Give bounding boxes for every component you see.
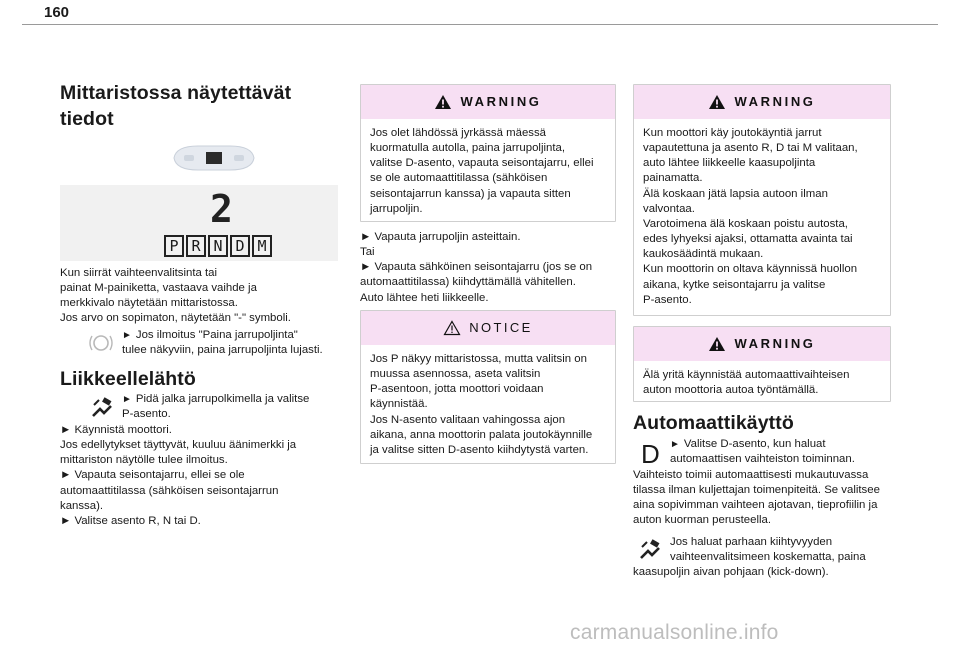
gear-indicator-row xyxy=(164,235,272,257)
text-line: automaattitilassa) kiihdyttämällä vähitellen. xyxy=(360,276,576,289)
text-line: Jos ilmoitus "Paina jarrupoljinta" xyxy=(135,329,298,341)
text-line: aikana, anna moottorin palata joutokäynnille xyxy=(370,428,593,441)
auto-section xyxy=(633,410,903,436)
gear-d: D xyxy=(230,235,250,257)
warning-triangle-icon xyxy=(708,94,726,110)
text-line: Varotoimena älä koskaan poistu autosta, xyxy=(643,217,848,230)
text-line: vaihteenvalitsimeen koskematta, paina xyxy=(670,551,866,564)
auto-description xyxy=(633,468,905,529)
text-line: valitse D-asento, vapauta seisontajarru, ellei xyxy=(370,157,594,170)
warning-header xyxy=(634,327,890,361)
text-line: ► Valitse asento R, N tai D. xyxy=(60,514,201,527)
text-line: seisontajarrun kanssa) ja vapauta sitten xyxy=(370,187,571,200)
arrow-icon: ► xyxy=(122,330,132,341)
column-1 xyxy=(60,80,345,133)
gear-r: R xyxy=(186,235,206,257)
text-line: ► Vapauta seisontajarru, ellei se ole xyxy=(60,469,245,482)
notice-triangle-icon xyxy=(443,320,461,336)
gear-display-illustration xyxy=(60,185,338,261)
warning-header xyxy=(361,85,615,119)
notice-box xyxy=(360,310,616,464)
header-rule xyxy=(22,24,938,25)
text-line: aikana, kytke seisontajarru ja valitse xyxy=(643,278,826,291)
text-line: edes lyhyeksi ajaksi, ottamatta avainta tai xyxy=(643,233,853,246)
text-line: Pidä jalka jarrupolkimella ja valitse xyxy=(135,393,310,405)
text-line: Älä yritä käynnistää automaattivaihteisen xyxy=(643,369,850,381)
text-line: Kun siirrät vaihteenvalitsinta tai xyxy=(60,267,218,279)
current-gear: 2 xyxy=(210,187,233,231)
text-line: vapautettuna ja asento R, D tai M valitaan, xyxy=(643,142,858,155)
text-line: ► Käynnistä moottori. xyxy=(60,424,172,436)
d-mode-icon: D xyxy=(641,439,660,469)
text-line: jarrupoljin. xyxy=(370,202,423,215)
release-steps xyxy=(360,230,618,306)
text-line: Jos haluat parhaan kiihtyvyyden xyxy=(670,536,833,548)
text-line: ja valitse sitten D-asento kiihdytystä varten. xyxy=(370,443,589,456)
text-line: aina sopivimman vaihteen ajotavan, tieprofiilin ja xyxy=(633,499,878,512)
section-title-display: Mittaristossa näytettävät tiedot xyxy=(60,82,292,131)
arrow-icon: ► xyxy=(122,394,132,405)
text-line: Jos N-asento valitaan vahingossa ajon xyxy=(370,413,566,426)
warning-body xyxy=(361,119,615,225)
section-title-start: Liikkeellelähtö xyxy=(60,368,196,390)
text-line: Jos arvo on sopimaton, näytetään "-" symboli. xyxy=(60,312,291,325)
notice-label: NOTICE xyxy=(469,320,533,336)
warning-header xyxy=(634,85,890,119)
text-line: kaukosäädintä mukaan. xyxy=(643,248,764,261)
brake-warning-icon xyxy=(88,332,114,359)
page-number: 160 xyxy=(44,4,70,21)
text-line: Jos P näkyy mittaristossa, mutta valitsin on xyxy=(370,353,587,365)
text-line: P-asento. xyxy=(643,293,692,306)
warning-box-hill-start xyxy=(360,84,616,222)
text-line: muussa asennossa, aseta valitsin xyxy=(370,368,541,381)
watermark: carmanualsonline.info xyxy=(570,621,779,644)
display-intro xyxy=(60,266,345,327)
arrow-icon: ► xyxy=(670,439,680,450)
text-line: Älä koskaan jätä lapsia autoon ilman xyxy=(643,187,828,200)
text-line: auton kuorman perusteella. xyxy=(633,514,772,527)
text-line: painamatta. xyxy=(643,172,703,185)
text-line: valvontaa. xyxy=(643,202,695,215)
text-line: auton moottoria autoa työntämällä. xyxy=(643,384,819,397)
start-section xyxy=(60,366,345,392)
start-step-1 xyxy=(122,392,352,422)
text-line: painat M-painiketta, vastaava vaihde ja xyxy=(60,282,257,295)
warning-triangle-icon xyxy=(708,336,726,352)
text-line: ► Vapauta sähköinen seisontajarru (jos se on xyxy=(360,261,593,274)
text-line: Tai xyxy=(360,246,375,259)
warning-body xyxy=(634,119,890,316)
text-line: tilassa ilman kuljettajan toimenpiteitä. Se valitsee xyxy=(633,484,880,497)
kickdown-text xyxy=(670,535,905,565)
notice-header xyxy=(361,311,615,345)
kickdown-pedal-icon xyxy=(638,538,662,567)
text-line: P-asento. xyxy=(122,408,171,421)
warning-box-idle xyxy=(633,84,891,316)
gear-n: N xyxy=(208,235,228,257)
text-line: se ole automaattitilassa (sähköisen xyxy=(370,172,548,185)
warning-label: WARNING xyxy=(460,94,542,110)
dashboard-icon xyxy=(170,143,258,178)
text-line: Vaihteisto toimii automaattisesti mukautuvassa xyxy=(633,469,869,481)
gear-m: M xyxy=(252,235,272,257)
foot-pedal-icon xyxy=(90,396,114,425)
warning-triangle-icon xyxy=(434,94,452,110)
auto-step xyxy=(670,437,900,467)
text-line: automaattitilassa (sähköisen seisontajarrun xyxy=(60,484,279,497)
text-line: mittariston näytölle tulee ilmoitus. xyxy=(60,454,228,467)
section-title-auto: Automaattikäyttö xyxy=(633,412,794,434)
text-line: Jos olet lähdössä jyrkässä mäessä xyxy=(370,127,547,139)
text-line: kanssa). xyxy=(60,499,104,512)
text-line: merkkivalo näytetään mittaristossa. xyxy=(60,297,238,310)
warning-label: WARNING xyxy=(734,336,816,352)
text-line: tulee näkyviin, paina jarrupoljinta lujasti. xyxy=(122,344,323,357)
text-line: Kun moottori käy joutokäyntiä jarrut xyxy=(643,127,822,139)
text-line: Auto lähtee heti liikkeelle. xyxy=(360,291,489,304)
warning-box-push-start xyxy=(633,326,891,402)
kickdown-text-end xyxy=(633,565,903,580)
warning-body xyxy=(634,361,890,406)
brake-instruction xyxy=(122,328,352,358)
text-line: kuormatulla autolla, paina jarrupoljinta, xyxy=(370,142,566,155)
warning-label: WARNING xyxy=(734,94,816,110)
text-line: kaasupoljin aivan pohjaan (kick-down). xyxy=(633,566,829,578)
text-line: Kun moottorin on oltava käynnissä huollon xyxy=(643,263,858,276)
text-line: Jos edellytykset täyttyvät, kuuluu äänimerkki ja xyxy=(60,439,297,452)
text-line: automaattisen vaihteiston toiminnan. xyxy=(670,453,855,466)
text-line: ► Vapauta jarrupoljin asteittain. xyxy=(360,231,521,243)
text-line: Valitse D-asento, kun haluat xyxy=(683,438,826,450)
text-line: P-asentoon, jotta moottori voidaan xyxy=(370,383,544,396)
gear-p: P xyxy=(164,235,184,257)
start-steps xyxy=(60,423,350,529)
text-line: auto lähtee liikkeelle kaasupoljinta xyxy=(643,157,816,170)
notice-body xyxy=(361,345,615,466)
text-line: käynnistää. xyxy=(370,398,428,411)
